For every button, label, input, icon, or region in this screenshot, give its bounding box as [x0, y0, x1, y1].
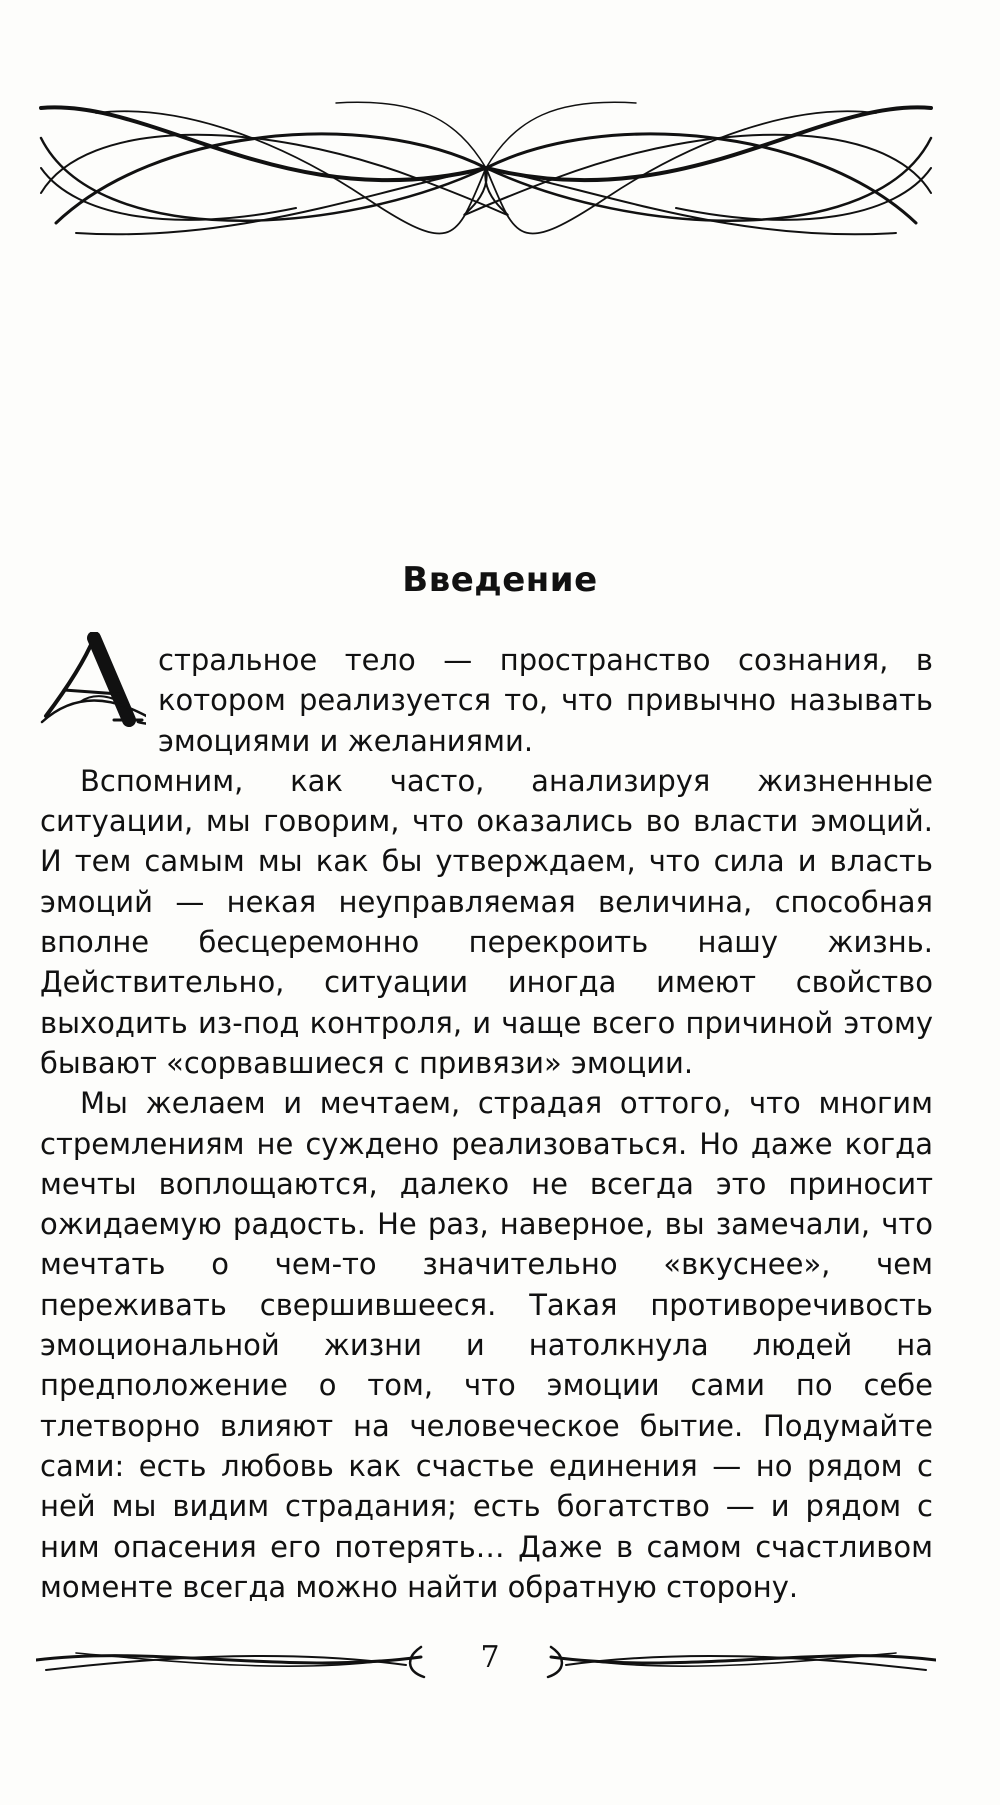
page-number: 7	[480, 1640, 500, 1675]
chapter-title: Введение	[402, 560, 598, 600]
dropcap-letter-icon	[34, 632, 146, 722]
paragraph-3: Мы желаем и мечтаем, страдая оттого, что многим стремлениям не суждено реализоваться. Но даже когда мечты воплощаются, далеко не всегда это приносит ожидаемую радость. Не раз, наверное, вы замечали, что мечтать о чем-то значительно «вкуснее», чем переживать свершившееся. Такая противоречивость эмоциональной жизни и натолкнула людей на предположение о том, что эмоции сами по себе тлетворно влияют на человеческое бытие. Подумайте сами: есть любовь как счастье единения — но рядом с ней мы видим страдания; есть богатство — и рядом с ним опасения его потерять… Даже в самом счастливом моменте всегда можно найти обратную сторону.	[40, 1086, 933, 1604]
paragraph-2: Вспомним, как часто, анализируя жизненные ситуации, мы говорим, что оказались во власти эмоций. И тем самым мы как бы утверждаем, что сила и власть эмоций — некая неуправляемая величина, способная вполне бесцеремонно перекроить нашу жизнь. Действительно, ситуации иногда имеют свойство выходить из-под контроля, и чаще всего причиной этому бывают «сорвавшиеся с привязи» эмоции.	[40, 763, 933, 1080]
body-text	[40, 640, 933, 1607]
paragraph-1-text: стральное тело — пространство сознания, в котором реализуется то, что привычно называть эмоциями и желаниями.	[158, 643, 933, 758]
paragraph-1	[40, 640, 933, 761]
top-ornament-icon	[36, 98, 936, 243]
